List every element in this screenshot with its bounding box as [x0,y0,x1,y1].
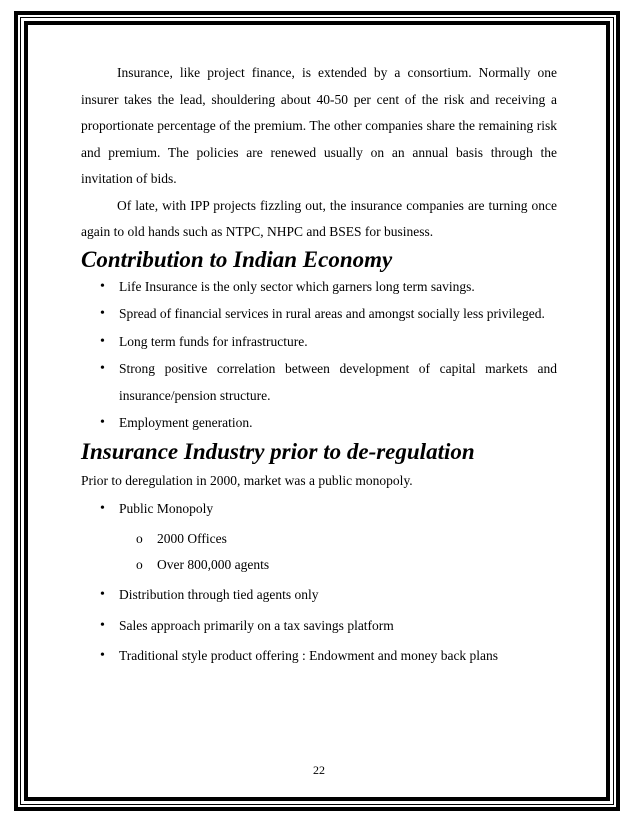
list-item-text: Traditional style product offering : Endowment and money back plans [119,648,499,663]
paragraph-deregulation-intro: Prior to deregulation in 2000, market was a public monopoly. [81,472,413,488]
list-item [81,613,557,640]
paragraph-ipp: Of late, with IPP projects fizzling out, the insurance companies are turning once again to old hands such as NTPC, NHPC and BSES for business. [81,197,557,239]
list-item-text: Long term funds for infrastructure. [119,333,308,349]
list-item-text: Sales approach primarily on a tax savings platform [119,617,394,633]
sub-list-item-text: Over 800,000 agents [157,557,270,572]
bullet-icon: • [100,333,105,349]
bullet-icon: • [100,500,105,516]
paragraph-consortium: Insurance, like project finance, is extended by a consortium. Normally one insurer takes the lead, shouldering about 40-50 per cent of the risk and receiving a proportionate percentage of the premium. The other companies share the remaining risk and premium. The policies are renewed usually on an annual basis through the invitation of bids. [81,65,557,186]
list-item-text: Employment generation. [119,415,253,430]
list-item [81,582,557,609]
list-item [81,496,557,523]
deregulation-list-continued [81,582,557,670]
sub-list-item [81,552,557,578]
bullet-icon: • [100,648,105,663]
heading-contribution: Contribution to Indian Economy [81,246,393,272]
bullet-icon: • [100,361,105,376]
heading-prior-deregulation: Insurance Industry prior to de-regulation [81,438,475,464]
deregulation-list [81,496,557,523]
list-item [81,274,557,301]
contribution-list [81,274,557,437]
list-item [81,410,557,437]
page-number: 22 [313,763,325,777]
list-item-text: Distribution through tied agents only [119,587,319,602]
list-item-text: Spread of financial services in rural areas and amongst socially less privileged. [119,306,545,321]
public-monopoly-sublist [81,526,557,578]
list-item [81,301,557,328]
circle-bullet-icon: o [136,557,143,572]
bullet-icon: • [100,306,105,321]
list-item [81,643,557,670]
document-body [81,60,557,674]
bullet-icon: • [100,278,105,294]
bullet-icon: • [100,587,105,602]
list-item-text: Public Monopoly [119,500,214,516]
sub-list-item-text: 2000 Offices [157,531,227,546]
circle-bullet-icon: o [136,531,143,546]
bullet-icon: • [100,415,105,430]
bullet-icon: • [100,617,105,633]
list-item [81,329,557,356]
list-item-text: Life Insurance is the only sector which garners long term savings. [119,278,475,294]
list-item-text: Strong positive correlation between development of capital markets and insurance/pension structure. [119,361,557,403]
list-item [81,356,557,409]
sub-list-item [81,526,557,552]
